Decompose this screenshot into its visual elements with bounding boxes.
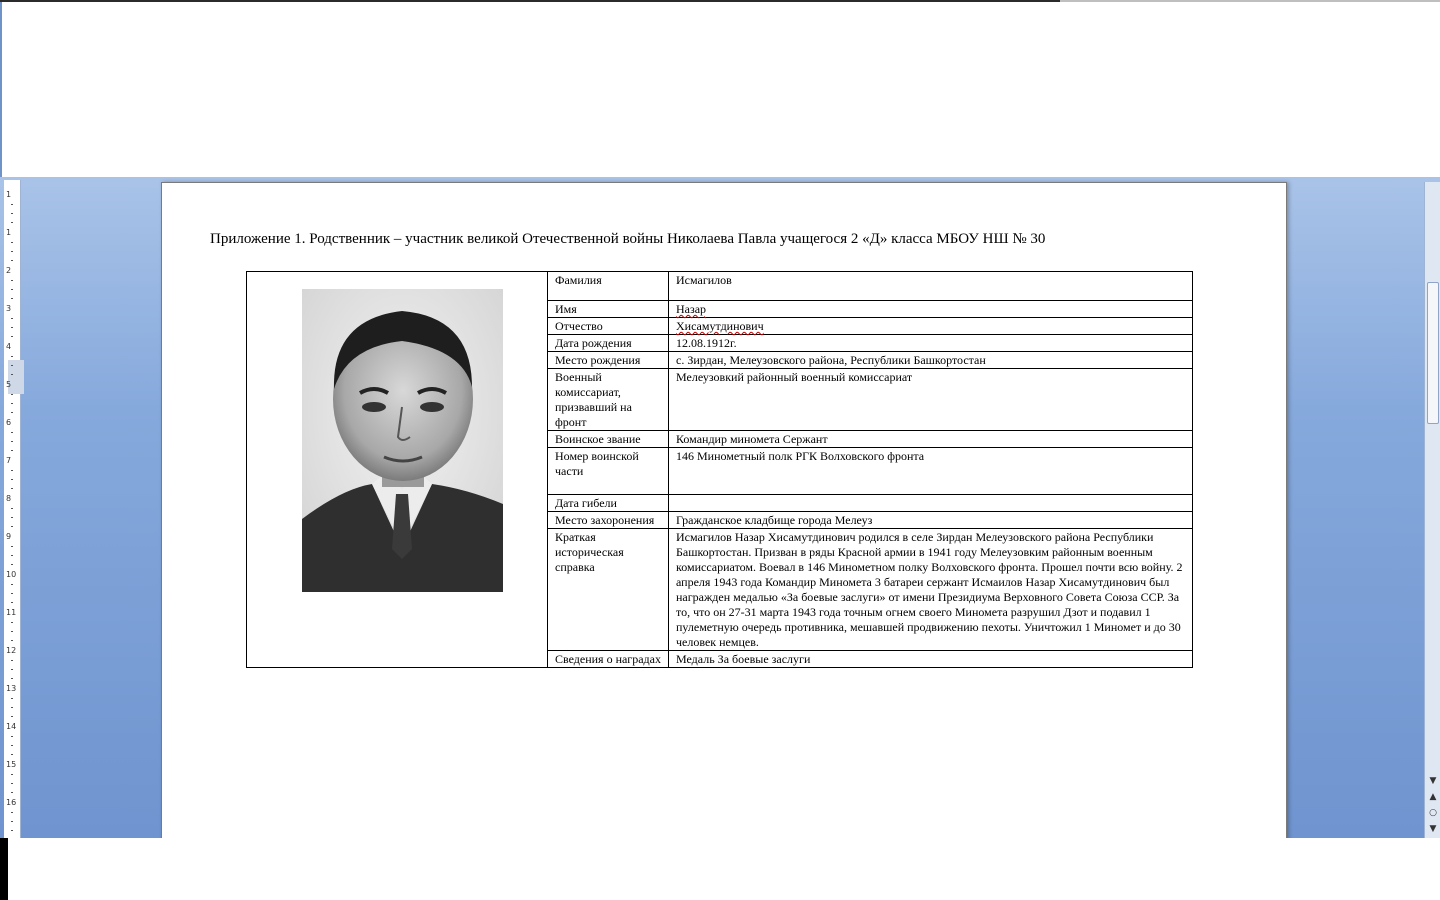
value-name[interactable] [669, 301, 1193, 318]
ruler-tick [11, 508, 13, 509]
ruler-tick [11, 564, 13, 565]
ruler-tick [11, 222, 13, 223]
ruler-tick [11, 792, 13, 793]
label-unit-number: Номер воинской части [548, 448, 669, 495]
ruler-tick [11, 336, 13, 337]
label-rank: Воинское звание [548, 431, 669, 448]
value-patronymic-text: Хисамутдинович [676, 319, 764, 333]
ruler-tick [11, 289, 13, 290]
ruler-tick [11, 251, 13, 252]
value-rank[interactable]: Командир миномета Сержант [669, 431, 1193, 448]
table-row [247, 272, 1193, 301]
ruler-tick [11, 394, 13, 395]
bottom-area [0, 838, 1440, 900]
label-commissariat: Военный комиссариат, призвавший на фронт [548, 369, 669, 431]
ruler-number: 1 [6, 190, 12, 199]
label-surname: Фамилия [548, 272, 669, 301]
ruler-number: 8 [6, 494, 12, 503]
ruler-tick [11, 593, 13, 594]
ruler-tick [11, 602, 13, 603]
scrollbar-thumb[interactable] [1427, 282, 1439, 424]
ruler-number: 12 [6, 646, 17, 655]
value-birth-place[interactable]: с. Зирдан, Мелеузовского района, Республики Башкортостан [669, 352, 1193, 369]
value-unit-number[interactable]: 146 Минометный полк РГК Волховского фронта [669, 448, 1193, 495]
ruler-number: 6 [6, 418, 12, 427]
ruler-tick [11, 669, 13, 670]
ruler-tick [11, 631, 13, 632]
ruler-tick [11, 242, 13, 243]
veteran-info-table [246, 271, 1193, 668]
ruler-tick [11, 432, 13, 433]
ruler-tick [11, 812, 13, 813]
value-name-text: Назар [676, 302, 707, 316]
ruler-tick [11, 403, 13, 404]
ruler-tick [11, 488, 13, 489]
ruler-tick [11, 327, 13, 328]
value-birth-date[interactable]: 12.08.1912г. [669, 335, 1193, 352]
ruler-tick [11, 517, 13, 518]
ruler-tick [11, 584, 13, 585]
ruler-tick [11, 830, 13, 831]
portrait-image [302, 289, 503, 592]
ruler-tick [11, 707, 13, 708]
ruler-tick [11, 546, 13, 547]
ruler-number: 13 [6, 684, 17, 693]
ruler-tick [11, 479, 13, 480]
ruler-tick [11, 365, 13, 366]
label-birth-place: Место рождения [548, 352, 669, 369]
vertical-scrollbar[interactable] [1424, 182, 1440, 838]
veteran-portrait-photo [302, 289, 503, 592]
window-left-edge [0, 2, 2, 177]
ruler-tick [11, 441, 13, 442]
value-death-date[interactable] [669, 495, 1193, 512]
ruler-tick [11, 526, 13, 527]
ruler-tick [11, 783, 13, 784]
ruler-tick [11, 754, 13, 755]
bottom-left-edge [0, 838, 8, 900]
label-death-date: Дата гибели [548, 495, 669, 512]
ruler-tick [11, 698, 13, 699]
scroll-prev-page-icon[interactable]: ▲ [1429, 792, 1437, 802]
scroll-next-page-icon[interactable]: ▼ [1429, 824, 1437, 834]
ruler-tick [11, 318, 13, 319]
ruler-tick [11, 374, 13, 375]
ruler-number: 11 [6, 608, 17, 617]
ruler-number: 1 [6, 228, 12, 237]
ruler-number: 4 [6, 342, 12, 351]
ruler-tick [11, 555, 13, 556]
label-history: Краткая историческая справка [548, 529, 669, 651]
scroll-down-icon[interactable]: ▼ [1429, 776, 1437, 786]
ruler-number: 16 [6, 798, 17, 807]
value-commissariat[interactable]: Мелеузовкий районный военный комиссариат [669, 369, 1193, 431]
label-burial-place: Место захоронения [548, 512, 669, 529]
vertical-ruler[interactable] [4, 180, 21, 838]
ruler-tick [11, 204, 13, 205]
ruler-tick [11, 736, 13, 737]
ruler-tick [11, 821, 13, 822]
ruler-tick [11, 678, 13, 679]
photo-cell [247, 272, 548, 668]
ruler-tick [11, 640, 13, 641]
ruler-tick [11, 745, 13, 746]
label-patronymic: Отчество [548, 318, 669, 335]
ruler-tick [11, 298, 13, 299]
ruler-number: 3 [6, 304, 12, 313]
ruler-tick [11, 716, 13, 717]
ruler-tick [11, 450, 13, 451]
label-birth-date: Дата рождения [548, 335, 669, 352]
ruler-number: 2 [6, 266, 12, 275]
value-surname[interactable]: Исмагилов [669, 272, 1193, 301]
window-top-border-right [1060, 0, 1440, 2]
ruler-tick [11, 622, 13, 623]
ruler-tick [11, 213, 13, 214]
ruler-tick [11, 356, 13, 357]
value-history[interactable]: Исмагилов Назар Хисамутдинович родился в селе Зирдан Мелеузовского района Республики Башкортостан. Призван в ряды Красной армии в 1941 году Мелеузовким районным военным комиссариатом. Воевал в 146 Минометном полку Волховского фронта. Прошел почти всю войну. 2 апреля 1943 года Командир Минометa 3 батареи сержант Исмаилов Назар Хисамутдинович был награжден медалью «За боевые заслуги» от имени Президиума Верховного Совета Союза ССР. За то, что он 27-31 марта 1943 года точным огнем своего Миномета разрушил Дзот и подавил 1 пулеметную очередь противника, мешавшей продвижению пехоты. Уничтожил 1 Миномет и до 30 человек немцев. [669, 529, 1193, 651]
ruler-number: 5 [6, 380, 12, 389]
value-burial-place[interactable]: Гражданское кладбище города Мелеуз [669, 512, 1193, 529]
ruler-tick [11, 660, 13, 661]
ruler-tick [11, 260, 13, 261]
ruler-number: 9 [6, 532, 12, 541]
label-name: Имя [548, 301, 669, 318]
browse-object-icon[interactable]: ○ [1429, 808, 1437, 818]
value-patronymic[interactable] [669, 318, 1193, 335]
ruler-number: 15 [6, 760, 17, 769]
ruler-tick [11, 470, 13, 471]
page-title: Приложение 1. Родственник – участник великой Отечественной войны Николаева Павла учащегося 2 «Д» класса МБОУ НШ № 30 [210, 231, 1046, 247]
label-awards: Сведения о наградах [548, 651, 669, 668]
ruler-tick [11, 280, 13, 281]
ruler-tick [11, 412, 13, 413]
ruler-number: 7 [6, 456, 12, 465]
ruler-number: 10 [6, 570, 17, 579]
document-page[interactable] [161, 182, 1287, 864]
value-awards[interactable]: Медаль За боевые заслуги [669, 651, 1193, 668]
ruler-number: 14 [6, 722, 17, 731]
ruler-tick [11, 774, 13, 775]
